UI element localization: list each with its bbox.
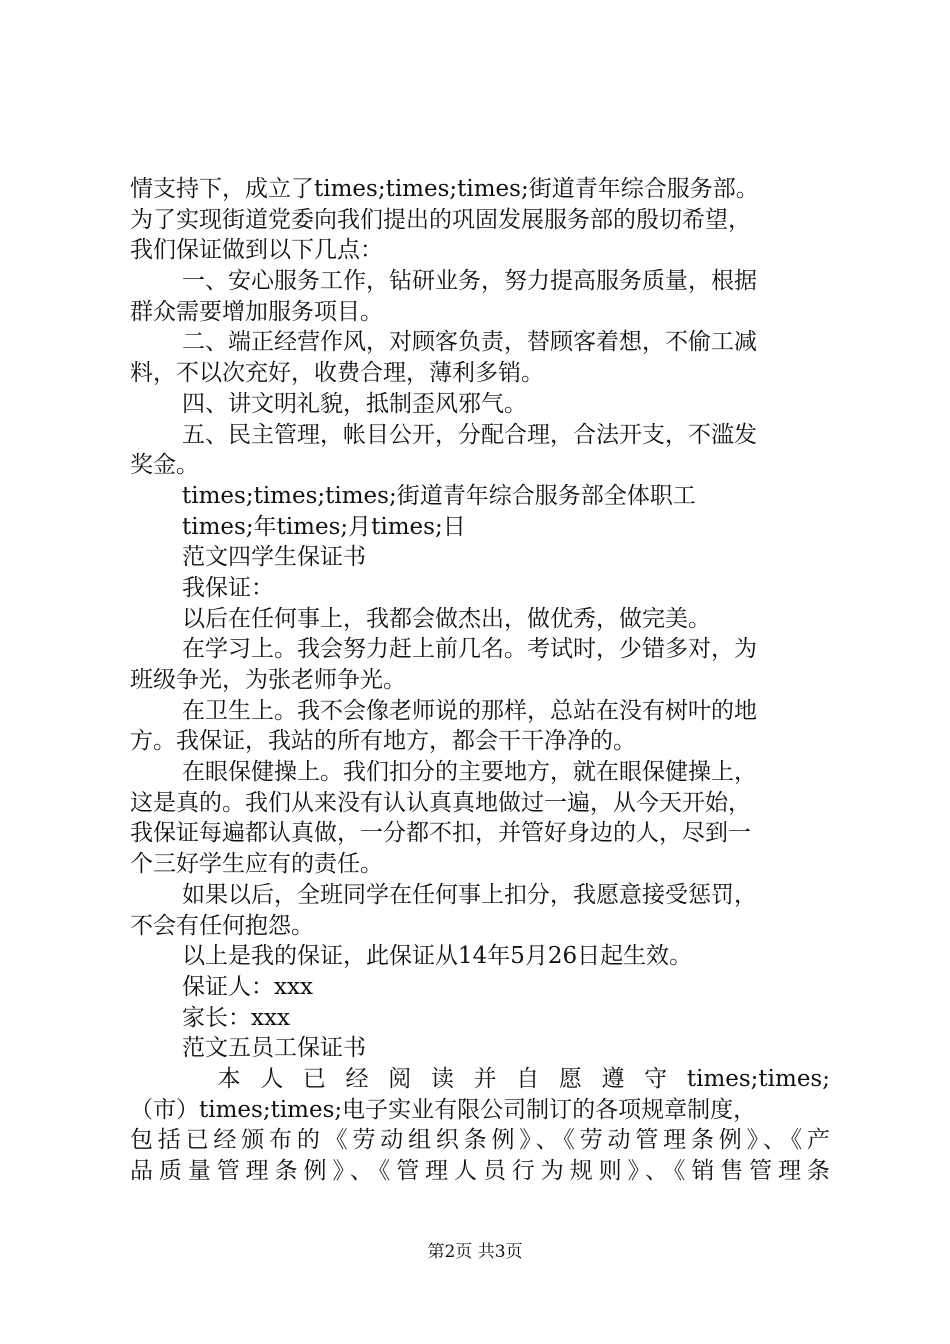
text-line: 本 人 已 经 阅 读 并 自 愿 遵 守 times;times; (130, 1065, 830, 1092)
text-line: times;年times;月times;日 (182, 513, 466, 540)
text-line: 料，不以次充好，收费合理，薄利多销。 (130, 360, 544, 387)
text-line: 不会有任何抱怨。 (130, 912, 314, 939)
text-line: 我保证： (182, 574, 274, 601)
text-line: 群众需要增加服务项目。 (130, 298, 383, 325)
text-line: 在学习上。我会努力赶上前几名。考试时，少错多对，为 (182, 636, 757, 663)
text-line: 这是真的。我们从来没有认认真真地做过一遍，从今天开始， (130, 789, 751, 816)
text-line: 保证人：xxx (182, 973, 313, 1000)
text-line: 奖金。 (130, 452, 199, 479)
text-line: 如果以后，全班同学在任何事上扣分，我愿意接受惩罚， (182, 881, 757, 908)
text-line: 个三好学生应有的责任。 (130, 851, 383, 878)
text-line: 方。我保证，我站的所有地方，都会干干净净的。 (130, 728, 636, 755)
text-line: 范文四学生保证书 (182, 544, 366, 571)
text-line: （市）times;times;电子实业有限公司制订的各项规章制度， (130, 1096, 757, 1123)
text-line: 班级争光，为张老师争光。 (130, 667, 406, 693)
text-line: 二、端正经营作风，对顾客负责，替顾客着想，不偷工减 (182, 329, 757, 356)
text-line: 我们保证做到以下几点： (130, 237, 383, 264)
text-line: 以上是我的保证，此保证从14年5月26日起生效。 (182, 943, 693, 970)
text-line: 范文五员工保证书 (182, 1035, 366, 1062)
text-line: 家长：xxx (182, 1004, 290, 1031)
page-footer: 第2页 共3页 (427, 1242, 523, 1262)
text-line: 五、民主管理，帐目公开，分配合理，合法开支，不滥发 (182, 421, 757, 448)
text-line: 情支持下，成立了times;times;times;街道青年综合服务部。 (130, 176, 759, 202)
document-body (130, 174, 830, 1187)
text-line: 在眼保健操上。我们扣分的主要地方，就在眼保健操上， (182, 759, 757, 786)
text-line: 包括已经颁布的《劳动组织条例》、《劳动管理条例》、《产 (130, 1127, 830, 1154)
text-line: 为了实现街道党委向我们提出的巩固发展服务部的殷切希望， (130, 206, 751, 233)
text-line: 品质量管理条例》、《管理人员行为规则》、《销售管理条 (130, 1158, 830, 1184)
text-line: 四、讲文明礼貌，抵制歪风邪气。 (182, 390, 527, 417)
text-line: 我保证每遍都认真做，一分都不扣，并管好身边的人，尽到一 (130, 820, 751, 847)
text-line: 在卫生上。我不会像老师说的那样，总站在没有树叶的地 (182, 697, 757, 724)
text-line: 以后在任何事上，我都会做杰出，做优秀，做完美。 (182, 605, 711, 632)
text-line: times;times;times;街道青年综合服务部全体职工 (182, 482, 696, 509)
text-line: 一、安心服务工作，钻研业务，努力提高服务质量，根据 (182, 268, 757, 295)
